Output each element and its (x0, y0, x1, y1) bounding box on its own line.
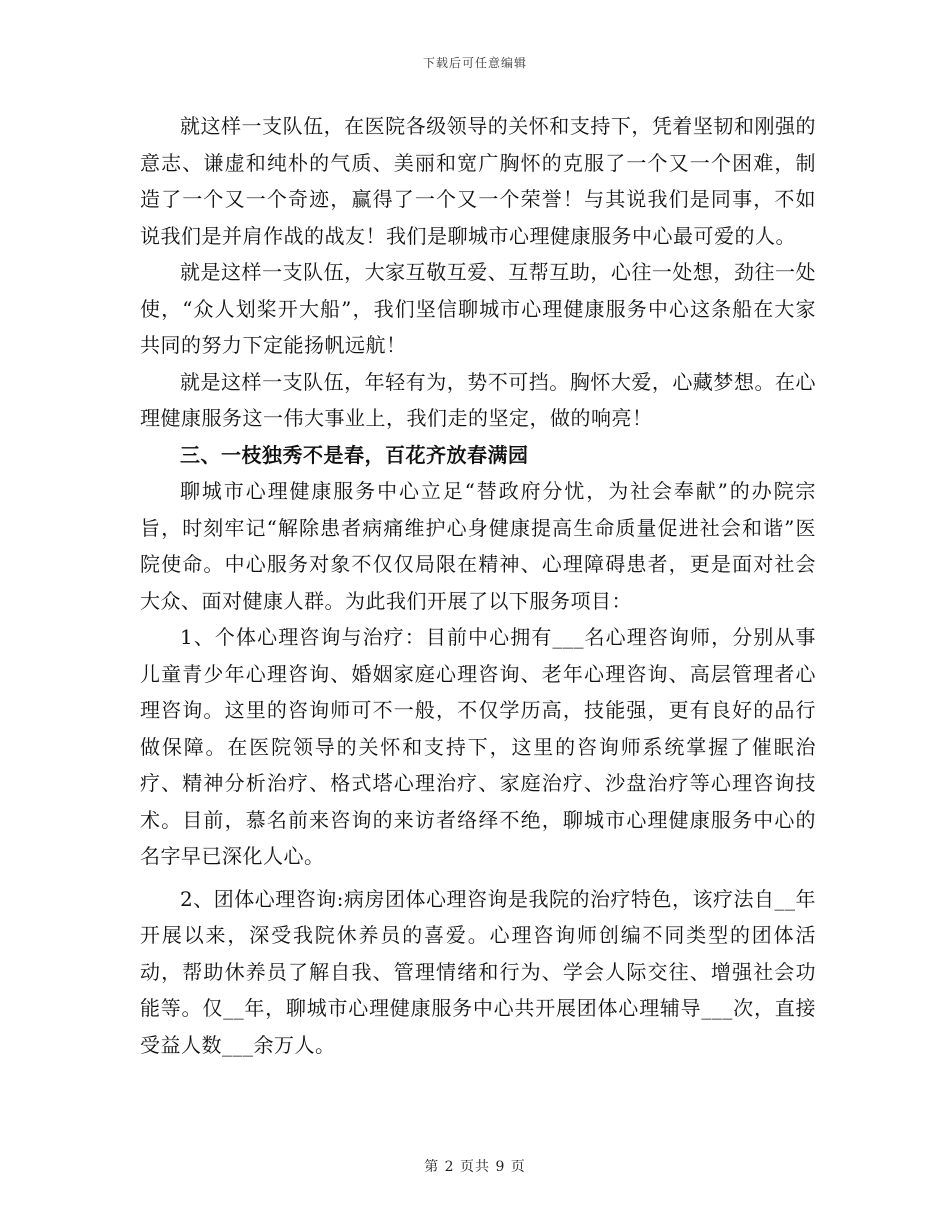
section-heading: 三、一枝独秀不是春，百花齐放春满园 (180, 442, 529, 467)
page-footer: 第 2 页共 9 页 (424, 1159, 526, 1175)
paragraph-group-counseling: 2、团体心理咨询:病房团体心理咨询是我院的治疗特色，该疗法自__年开展以来，深受我院休养员的喜爱。心理咨询师创编不同类型的团体活动，帮助休养员了解自我、管理情绪和行为、学会人际交往、增强社会功能等。仅__年，聊城市心理健康服务中心共开展团体心理辅导___次，直接受益人数___余万人。 (140, 886, 816, 1057)
paragraph-center-mission: 聊城市心理健康服务中心立足“替政府分忧，为社会奉献”的办院宗旨，时刻牢记“解除患者病痛维护心身健康提高生命质量促进社会和谐”医院使命。中心服务对象不仅仅局限在精神、心理障碍患者，更是面对社会大众、面对健康人群。为此我们开展了以下服务项目： (140, 479, 816, 613)
page-header: 下载后可任意编辑 (422, 56, 527, 70)
paragraph-team-honor: 就这样一支队伍，在医院各级领导的关怀和支持下，凭着坚韧和刚强的意志、谦虚和纯朴的气质、美丽和宽广胸怀的克服了一个又一个困难，制造了一个又一个奇迹，赢得了一个又一个荣誉！与其说我们是同事，不如说我们是并肩作战的战友！我们是聊城市心理健康服务中心最可爱的人。 (140, 114, 816, 248)
document-body (140, 108, 816, 1063)
paragraph-team-dream: 就是这样一支队伍，年轻有为，势不可挡。胸怀大爱，心藏梦想。在心理健康服务这一伟大事业上，我们走的坚定，做的响亮！ (140, 369, 816, 430)
paragraph-individual-counseling: 1、个体心理咨询与治疗：目前中心拥有___名心理咨询师，分别从事儿童青少年心理咨询、婚姻家庭心理咨询、老年心理咨询、高层管理者心理咨询。这里的咨询师可不一般，不仅学历高，技能强，更有良好的品行做保障。在医院领导的关怀和支持下，这里的咨询师系统掌握了催眠治疗、精神分析治疗、格式塔心理治疗、家庭治疗、沙盘治疗等心理咨询技术。目前，慕名前来咨询的来访者络绎不绝，聊城市心理健康服务中心的名字早已深化人心。 (140, 625, 816, 868)
paragraph-team-unity: 就是这样一支队伍，大家互敬互爱、互帮互助，心往一处想，劲往一处使，“众人划桨开大船”，我们坚信聊城市心理健康服务中心这条船在大家共同的努力下定能扬帆远航！ (140, 260, 816, 357)
